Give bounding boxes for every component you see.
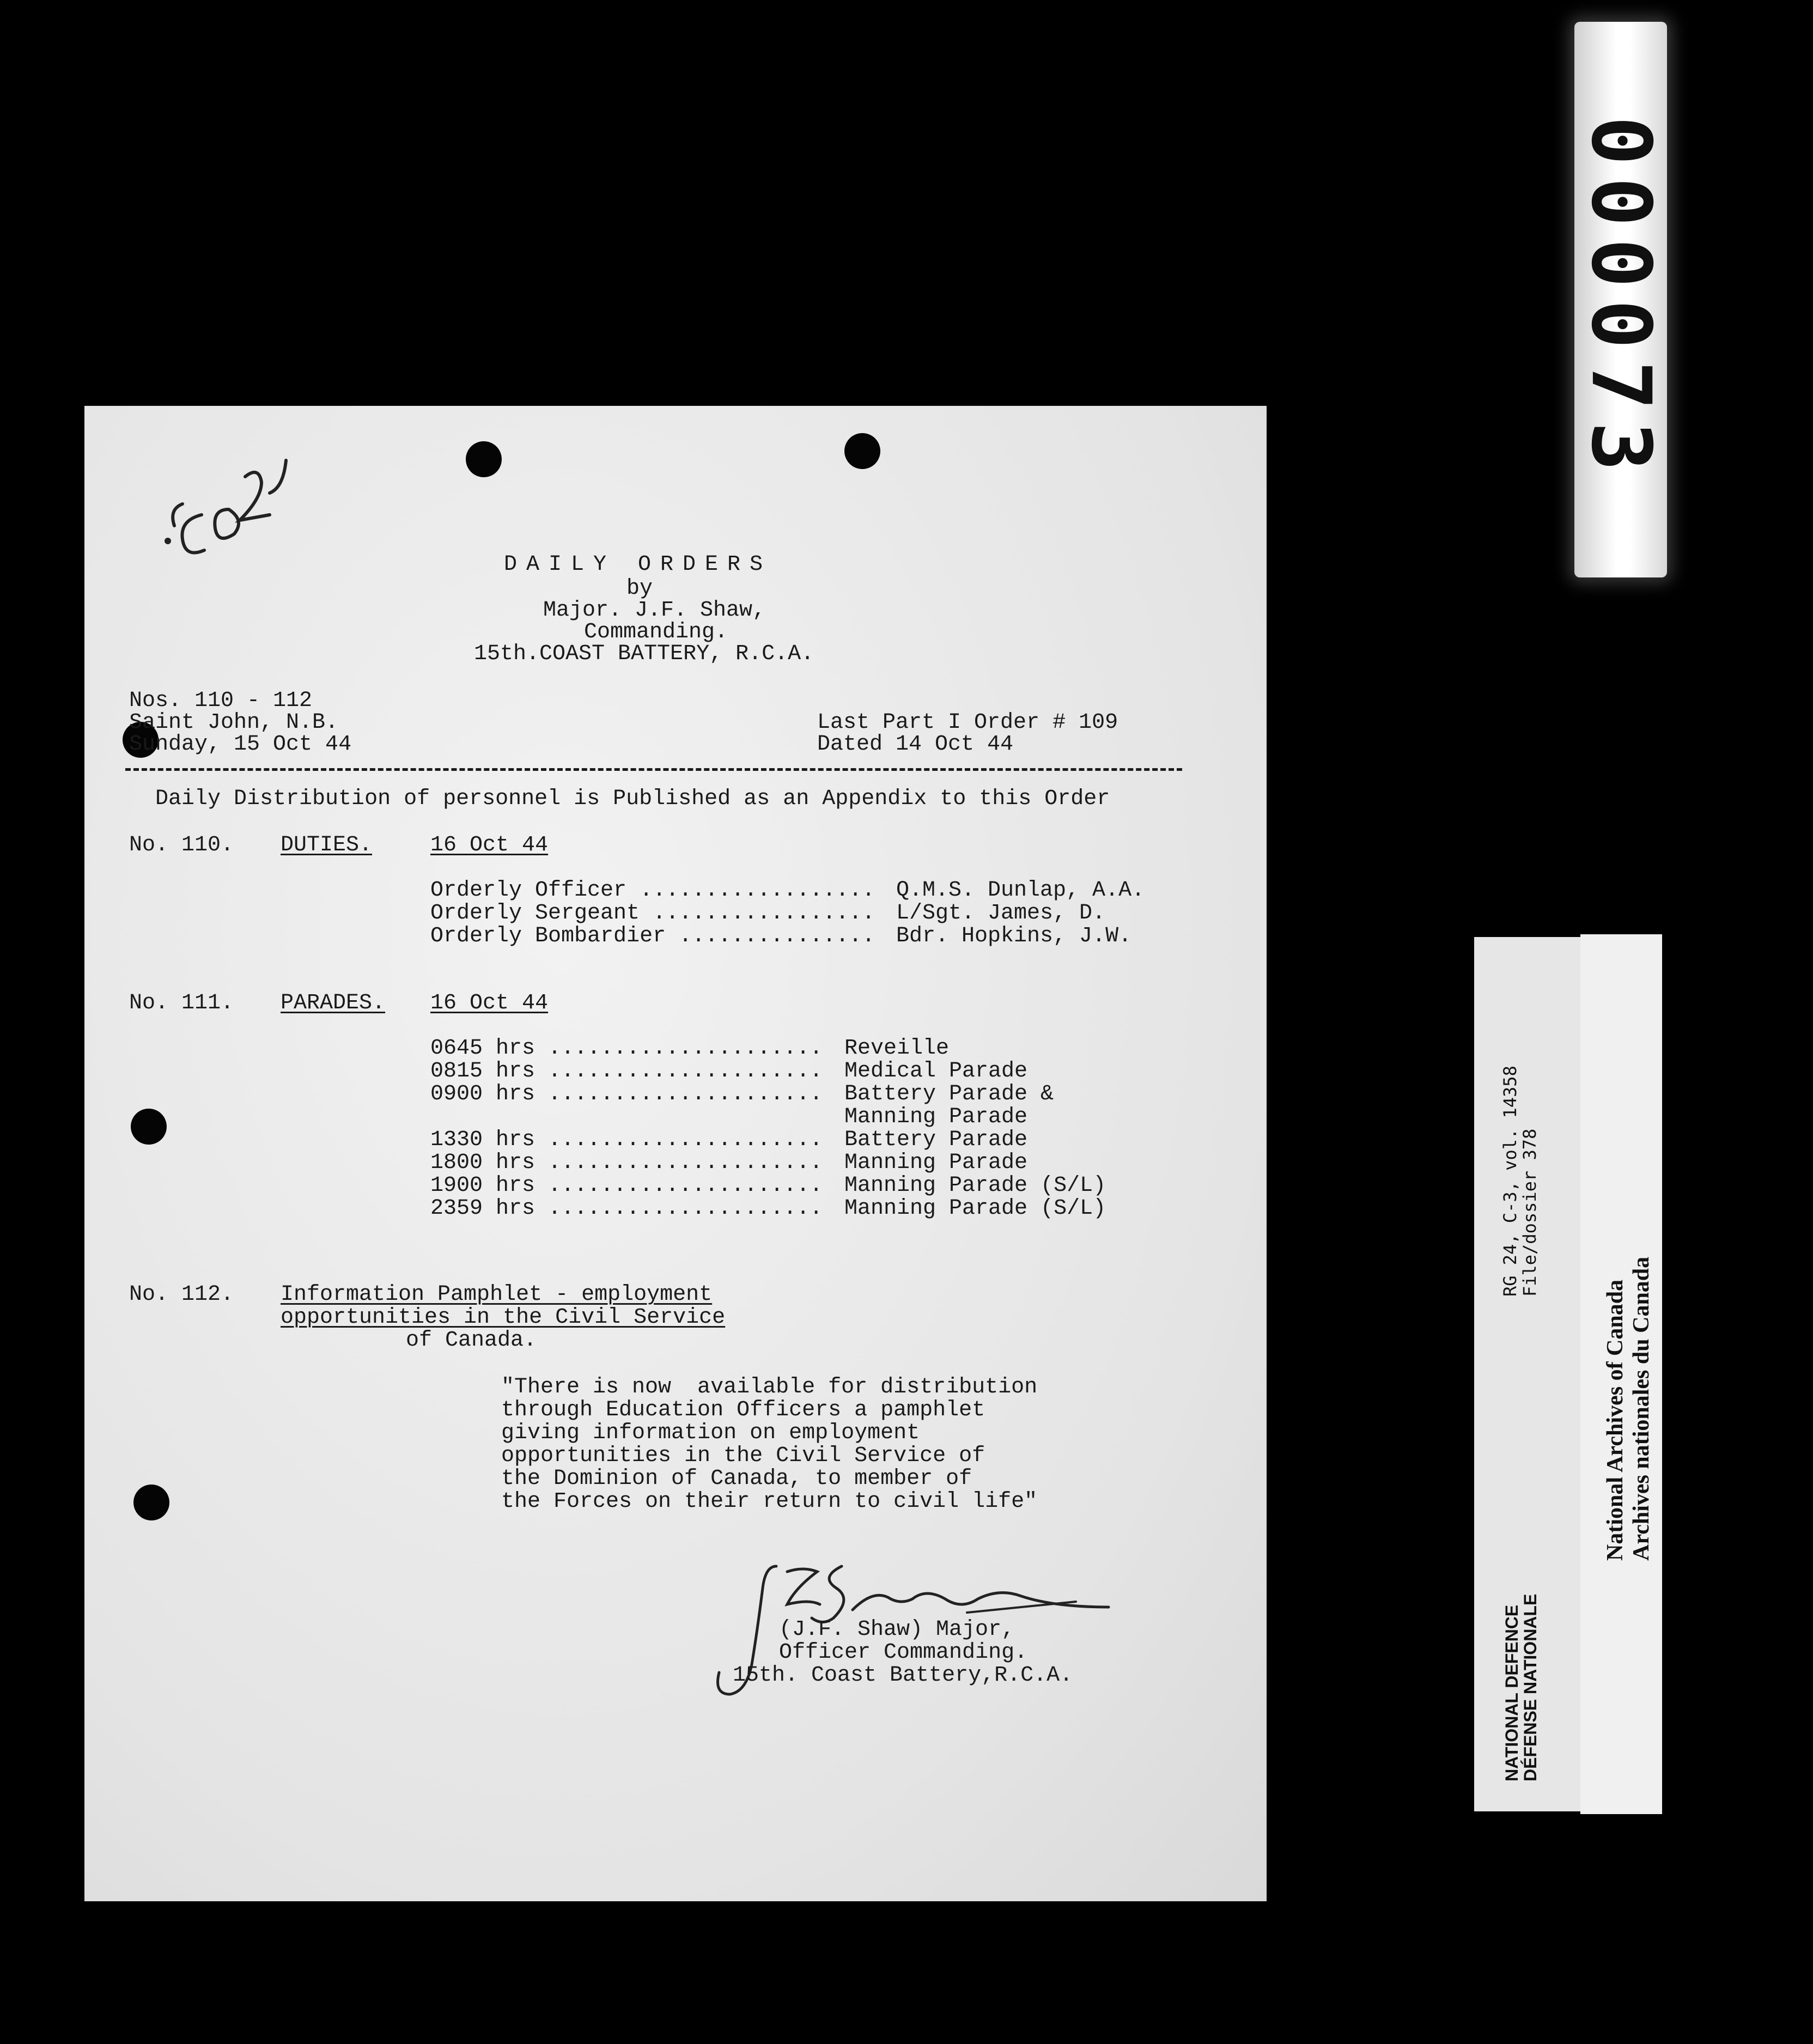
order-112-heading-line3: of Canada. <box>406 1328 537 1353</box>
duty-person: L/Sgt. James, D. <box>896 901 1106 926</box>
archives-label <box>1580 934 1662 1814</box>
handwritten-mark <box>153 444 316 591</box>
quote-line: opportunities in the Civil Service of <box>501 1444 985 1468</box>
signatory-title: Officer Commanding. <box>779 1640 1028 1665</box>
department-en: NATIONAL DEFENCE <box>1502 1604 1522 1781</box>
parade-event: Manning Parade <box>844 1105 1028 1129</box>
parade-event: Reveille <box>844 1036 950 1061</box>
reference-line1: RG 24, C-3, vol. 14358 <box>1500 1066 1520 1297</box>
parade-event: Medical Parade <box>844 1059 1028 1084</box>
quote-line: through Education Officers a pamphlet <box>501 1398 985 1422</box>
order-110-number: No. 110. <box>129 833 234 857</box>
heading-role: Commanding. <box>584 620 728 644</box>
parade-event: Manning Parade (S/L) <box>844 1173 1106 1198</box>
parade-event: Battery Parade <box>844 1128 1028 1152</box>
distribution-note: Daily Distribution of personnel is Published as an Appendix to this Order <box>155 787 1110 811</box>
parade-time: 1330 hrs ..................... <box>430 1128 823 1152</box>
heading-by: by <box>626 576 653 601</box>
order-112-number: No. 112. <box>129 1282 234 1307</box>
parade-time: 0815 hrs ..................... <box>430 1059 823 1084</box>
document-title: DAILY ORDERS <box>504 552 772 577</box>
order-numbers: Nos. 110 - 112 <box>129 689 313 713</box>
duty-role: Orderly Sergeant ................. <box>430 901 875 926</box>
duty-role: Orderly Officer .................. <box>430 878 875 903</box>
parade-time: 1800 hrs ..................... <box>430 1151 823 1175</box>
order-110-date: 16 Oct 44 <box>430 833 549 857</box>
frame-number: 000073 <box>1573 116 1669 483</box>
signatory-unit: 15th. Coast Battery,R.C.A. <box>733 1663 1073 1688</box>
reference-line2: File/dossier 378 <box>1519 1128 1540 1297</box>
quote-line: "There is now available for distribution <box>501 1375 1038 1400</box>
parade-time: 1900 hrs ..................... <box>430 1173 823 1198</box>
duty-person: Bdr. Hopkins, J.W. <box>896 924 1132 948</box>
parade-event: Manning Parade (S/L) <box>844 1196 1106 1221</box>
punch-hole <box>844 433 880 469</box>
parade-event: Manning Parade <box>844 1151 1028 1175</box>
document-page <box>84 406 1267 1901</box>
department-names <box>1502 1594 1540 1781</box>
archives-fr: Archives nationales du Canada <box>1629 1256 1654 1561</box>
duty-person: Q.M.S. Dunlap, A.A. <box>896 878 1145 903</box>
signatory-name: (J.F. Shaw) Major, <box>779 1617 1015 1642</box>
department-fr: DÉFENSE NATIONALE <box>1520 1593 1540 1781</box>
heading-officer: Major. J.F. Shaw, <box>543 598 766 623</box>
order-112-heading-line1: Information Pamphlet - employment <box>281 1282 713 1307</box>
quote-line: giving information on employment <box>501 1421 920 1445</box>
parade-event: Battery Parade & <box>844 1082 1054 1106</box>
separator-line <box>125 768 1182 771</box>
order-112-heading-line2: opportunities in the Civil Service <box>281 1305 726 1330</box>
duty-role: Orderly Bombardier ............... <box>430 924 875 948</box>
last-order-dated: Dated 14 Oct 44 <box>817 732 1014 757</box>
parade-time: 0900 hrs ..................... <box>430 1082 823 1106</box>
order-111-date: 16 Oct 44 <box>430 991 549 1015</box>
archives-en: National Archives of Canada <box>1603 1279 1628 1561</box>
order-date: Sunday, 15 Oct 44 <box>129 732 352 757</box>
frame-number-strip <box>1574 22 1667 577</box>
parade-time: 2359 hrs ..................... <box>430 1196 823 1221</box>
punch-hole <box>131 1109 167 1145</box>
department-label <box>1474 937 1580 1811</box>
quote-line: the Forces on their return to civil life" <box>501 1489 1038 1514</box>
archives-names <box>1602 1257 1654 1561</box>
order-110-heading: DUTIES. <box>281 833 373 857</box>
order-place: Saint John, N.B. <box>129 710 339 735</box>
quote-line: the Dominion of Canada, to member of <box>501 1467 972 1491</box>
order-111-heading: PARADES. <box>281 991 386 1015</box>
heading-unit: 15th.COAST BATTERY, R.C.A. <box>474 642 814 666</box>
punch-hole <box>466 441 502 477</box>
archive-reference <box>1500 1066 1540 1297</box>
last-order: Last Part I Order # 109 <box>817 710 1118 735</box>
punch-hole <box>133 1485 169 1520</box>
order-111-number: No. 111. <box>129 991 234 1015</box>
parade-time: 0645 hrs ..................... <box>430 1036 823 1061</box>
